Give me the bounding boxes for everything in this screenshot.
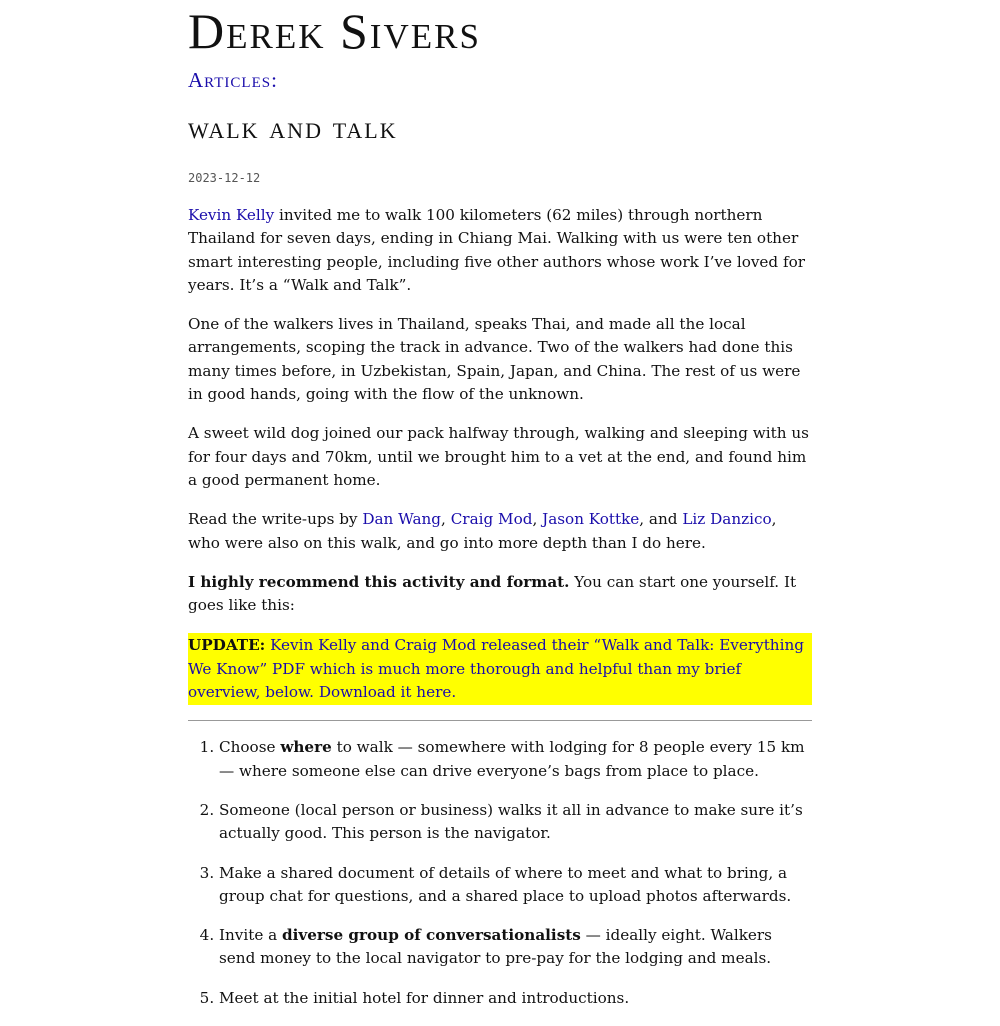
step-text: Make a shared document of details of where to meet and what to bring, a group chat for questions, and a shared place to upload photos afterwards. bbox=[219, 863, 792, 905]
list-item bbox=[219, 924, 812, 971]
liz-danzico-link[interactable]: Liz Danzico bbox=[682, 510, 772, 529]
writeups-separator: , bbox=[532, 510, 543, 529]
update-label: UPDATE: bbox=[188, 636, 266, 655]
steps-list bbox=[188, 736, 812, 1010]
paragraph-dog: A sweet wild dog joined our pack halfway through, walking and sleeping with us for four days and 70km, until we brought him to a vet at the end, and found him a good permanent home. bbox=[188, 424, 809, 489]
step-bold-text: where bbox=[280, 738, 332, 757]
article-body bbox=[188, 204, 812, 1026]
article-date: 2023-12-12 bbox=[188, 171, 261, 185]
step-text: — ideally eight. Walkers send money to the local navigator to pre-pay for the lodging and meals. bbox=[219, 926, 772, 968]
step-text: Meet at the initial hotel for dinner and introductions. bbox=[219, 988, 630, 1007]
craig-mod-link[interactable]: Craig Mod bbox=[450, 510, 533, 529]
site-title[interactable]: Derek Sivers bbox=[188, 3, 481, 59]
writeups-outro-text: , who were also on this walk, and go into more depth than I do here. bbox=[188, 510, 777, 552]
paragraph-intro-text: invited me to walk 100 kilometers (62 miles) through northern Thailand for seven days, ending in Chiang Mai. Walking with us were ten other smart interesting people, including five other authors whose work I’ve loved for years. It’s a “Walk and Talk”. bbox=[188, 206, 805, 294]
dan-wang-link[interactable]: Dan Wang bbox=[362, 510, 442, 529]
recommend-text: You can start one yourself. It goes like this: bbox=[188, 572, 797, 615]
step-text: Someone (local person or business) walks it all in advance to make sure it’s actually good. This person is the navigator. bbox=[219, 800, 803, 843]
paragraph-writeups bbox=[188, 508, 812, 555]
paragraph-walkers: One of the walkers lives in Thailand, speaks Thai, and made all the local arrangements, scoping the track in advance. Two of the walkers had done this many times before, in Uzbekistan, Spain, Japan, and China. The rest of us were in good hands, going with the flow of the unknown. bbox=[188, 315, 801, 404]
breadcrumb bbox=[188, 68, 278, 93]
article-title: walk and talk bbox=[188, 110, 398, 145]
update-text: Kevin Kelly and Craig Mod released their “Walk and Talk: Everything We Know” PDF which is much more thorough and helpful than my brief overview, below. bbox=[188, 636, 804, 702]
list-item bbox=[219, 799, 812, 846]
list-item bbox=[219, 987, 812, 1010]
paragraph-intro bbox=[188, 204, 812, 297]
jason-kottke-link[interactable]: Jason Kottke bbox=[542, 510, 640, 529]
list-item bbox=[219, 862, 812, 909]
download-link-text: Download it here. bbox=[318, 683, 457, 702]
list-item bbox=[219, 736, 812, 783]
update-notice-link[interactable] bbox=[188, 636, 804, 701]
writeups-intro-text: Read the write-ups by bbox=[188, 510, 363, 529]
breadcrumb-articles-link[interactable]: Articles bbox=[188, 68, 272, 92]
step-text: to walk — somewhere with lodging for 8 people every 15 km — where someone else can drive everyone’s bags from place to place. bbox=[219, 738, 805, 780]
kevin-kelly-link[interactable]: Kevin Kelly bbox=[188, 206, 275, 224]
writeups-separator: , and bbox=[639, 510, 683, 529]
step-bold-text: diverse group of conversationalists bbox=[282, 926, 581, 945]
update-notice bbox=[188, 633, 812, 705]
recommend-bold-text: I highly recommend this activity and format. bbox=[188, 572, 570, 591]
paragraph-recommend bbox=[188, 571, 812, 618]
divider bbox=[188, 720, 812, 721]
breadcrumb-separator: : bbox=[271, 68, 278, 92]
step-text: Choose bbox=[219, 738, 281, 757]
writeups-separator: , bbox=[441, 510, 451, 529]
step-text: Invite a bbox=[219, 926, 283, 945]
